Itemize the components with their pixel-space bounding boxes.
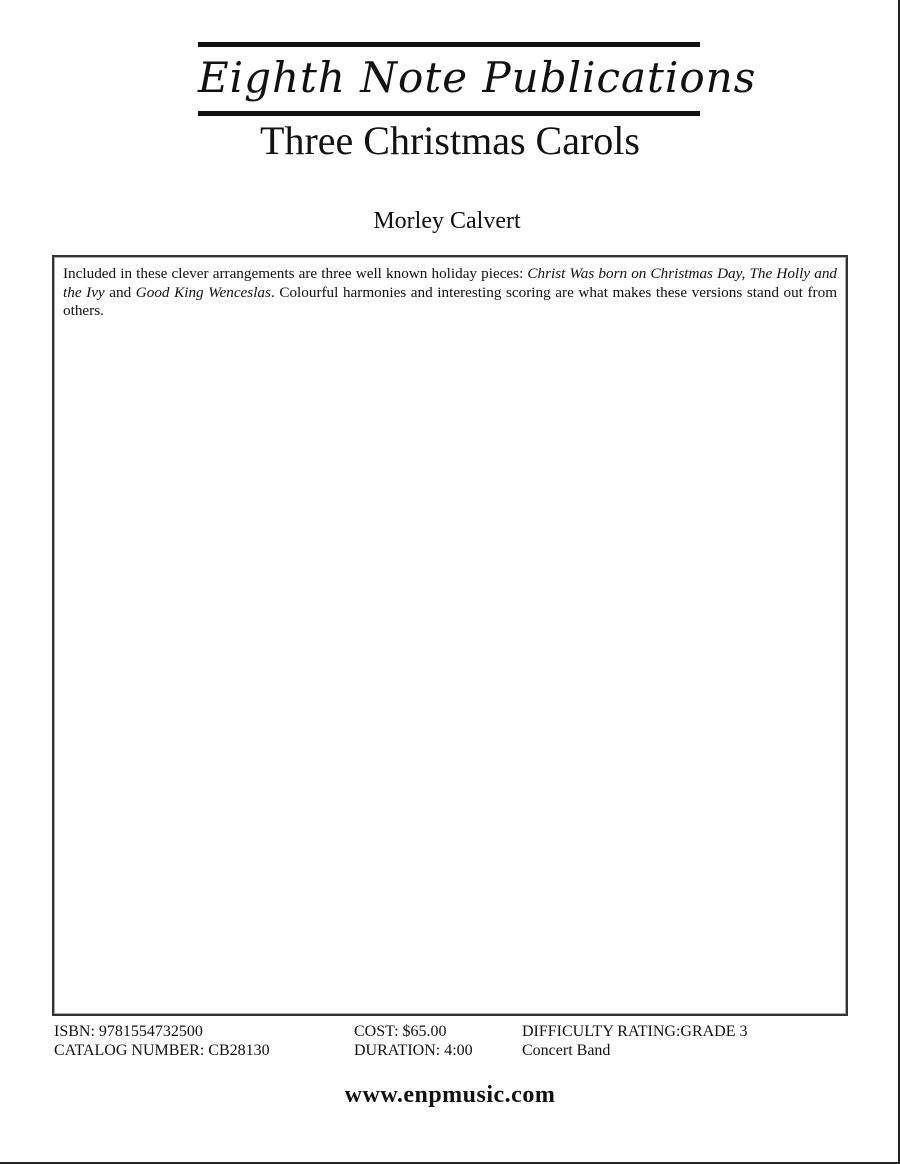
- duration-info: DURATION: 4:00: [354, 1042, 473, 1059]
- description-text: [63, 265, 837, 321]
- header-top-rule: [198, 42, 700, 47]
- publisher-logo: Eighth Note Publications: [198, 53, 757, 102]
- isbn-info: ISBN: 9781554732500: [54, 1023, 203, 1040]
- cost-info: COST: $65.00: [354, 1023, 447, 1040]
- difficulty-rating: DIFFICULTY RATING:GRADE 3: [522, 1023, 748, 1040]
- composer-name: Morley Calvert: [373, 208, 521, 234]
- catalog-number: CATALOG NUMBER: CB28130: [54, 1042, 270, 1059]
- carol-title-2: The Holly and the Ivy: [63, 265, 838, 301]
- description-part-3: and: [104, 283, 136, 301]
- page-title: Three Christmas Carols: [260, 118, 640, 163]
- carol-title-3: Good King Wenceslas: [135, 283, 271, 301]
- carol-title-1: Christ Was born on Christmas Day,: [527, 265, 746, 282]
- ensemble-type: Concert Band: [522, 1042, 611, 1059]
- description-part-1: Included in these clever arrangements are three well known holiday pieces:: [63, 265, 528, 282]
- website-url: www.enpmusic.com: [344, 1082, 556, 1108]
- description-part-4: . Colourful harmonies and interesting scoring are what makes these versions stand out from others.: [63, 283, 838, 319]
- header-bottom-rule: [198, 111, 700, 116]
- description-box: [52, 255, 848, 1016]
